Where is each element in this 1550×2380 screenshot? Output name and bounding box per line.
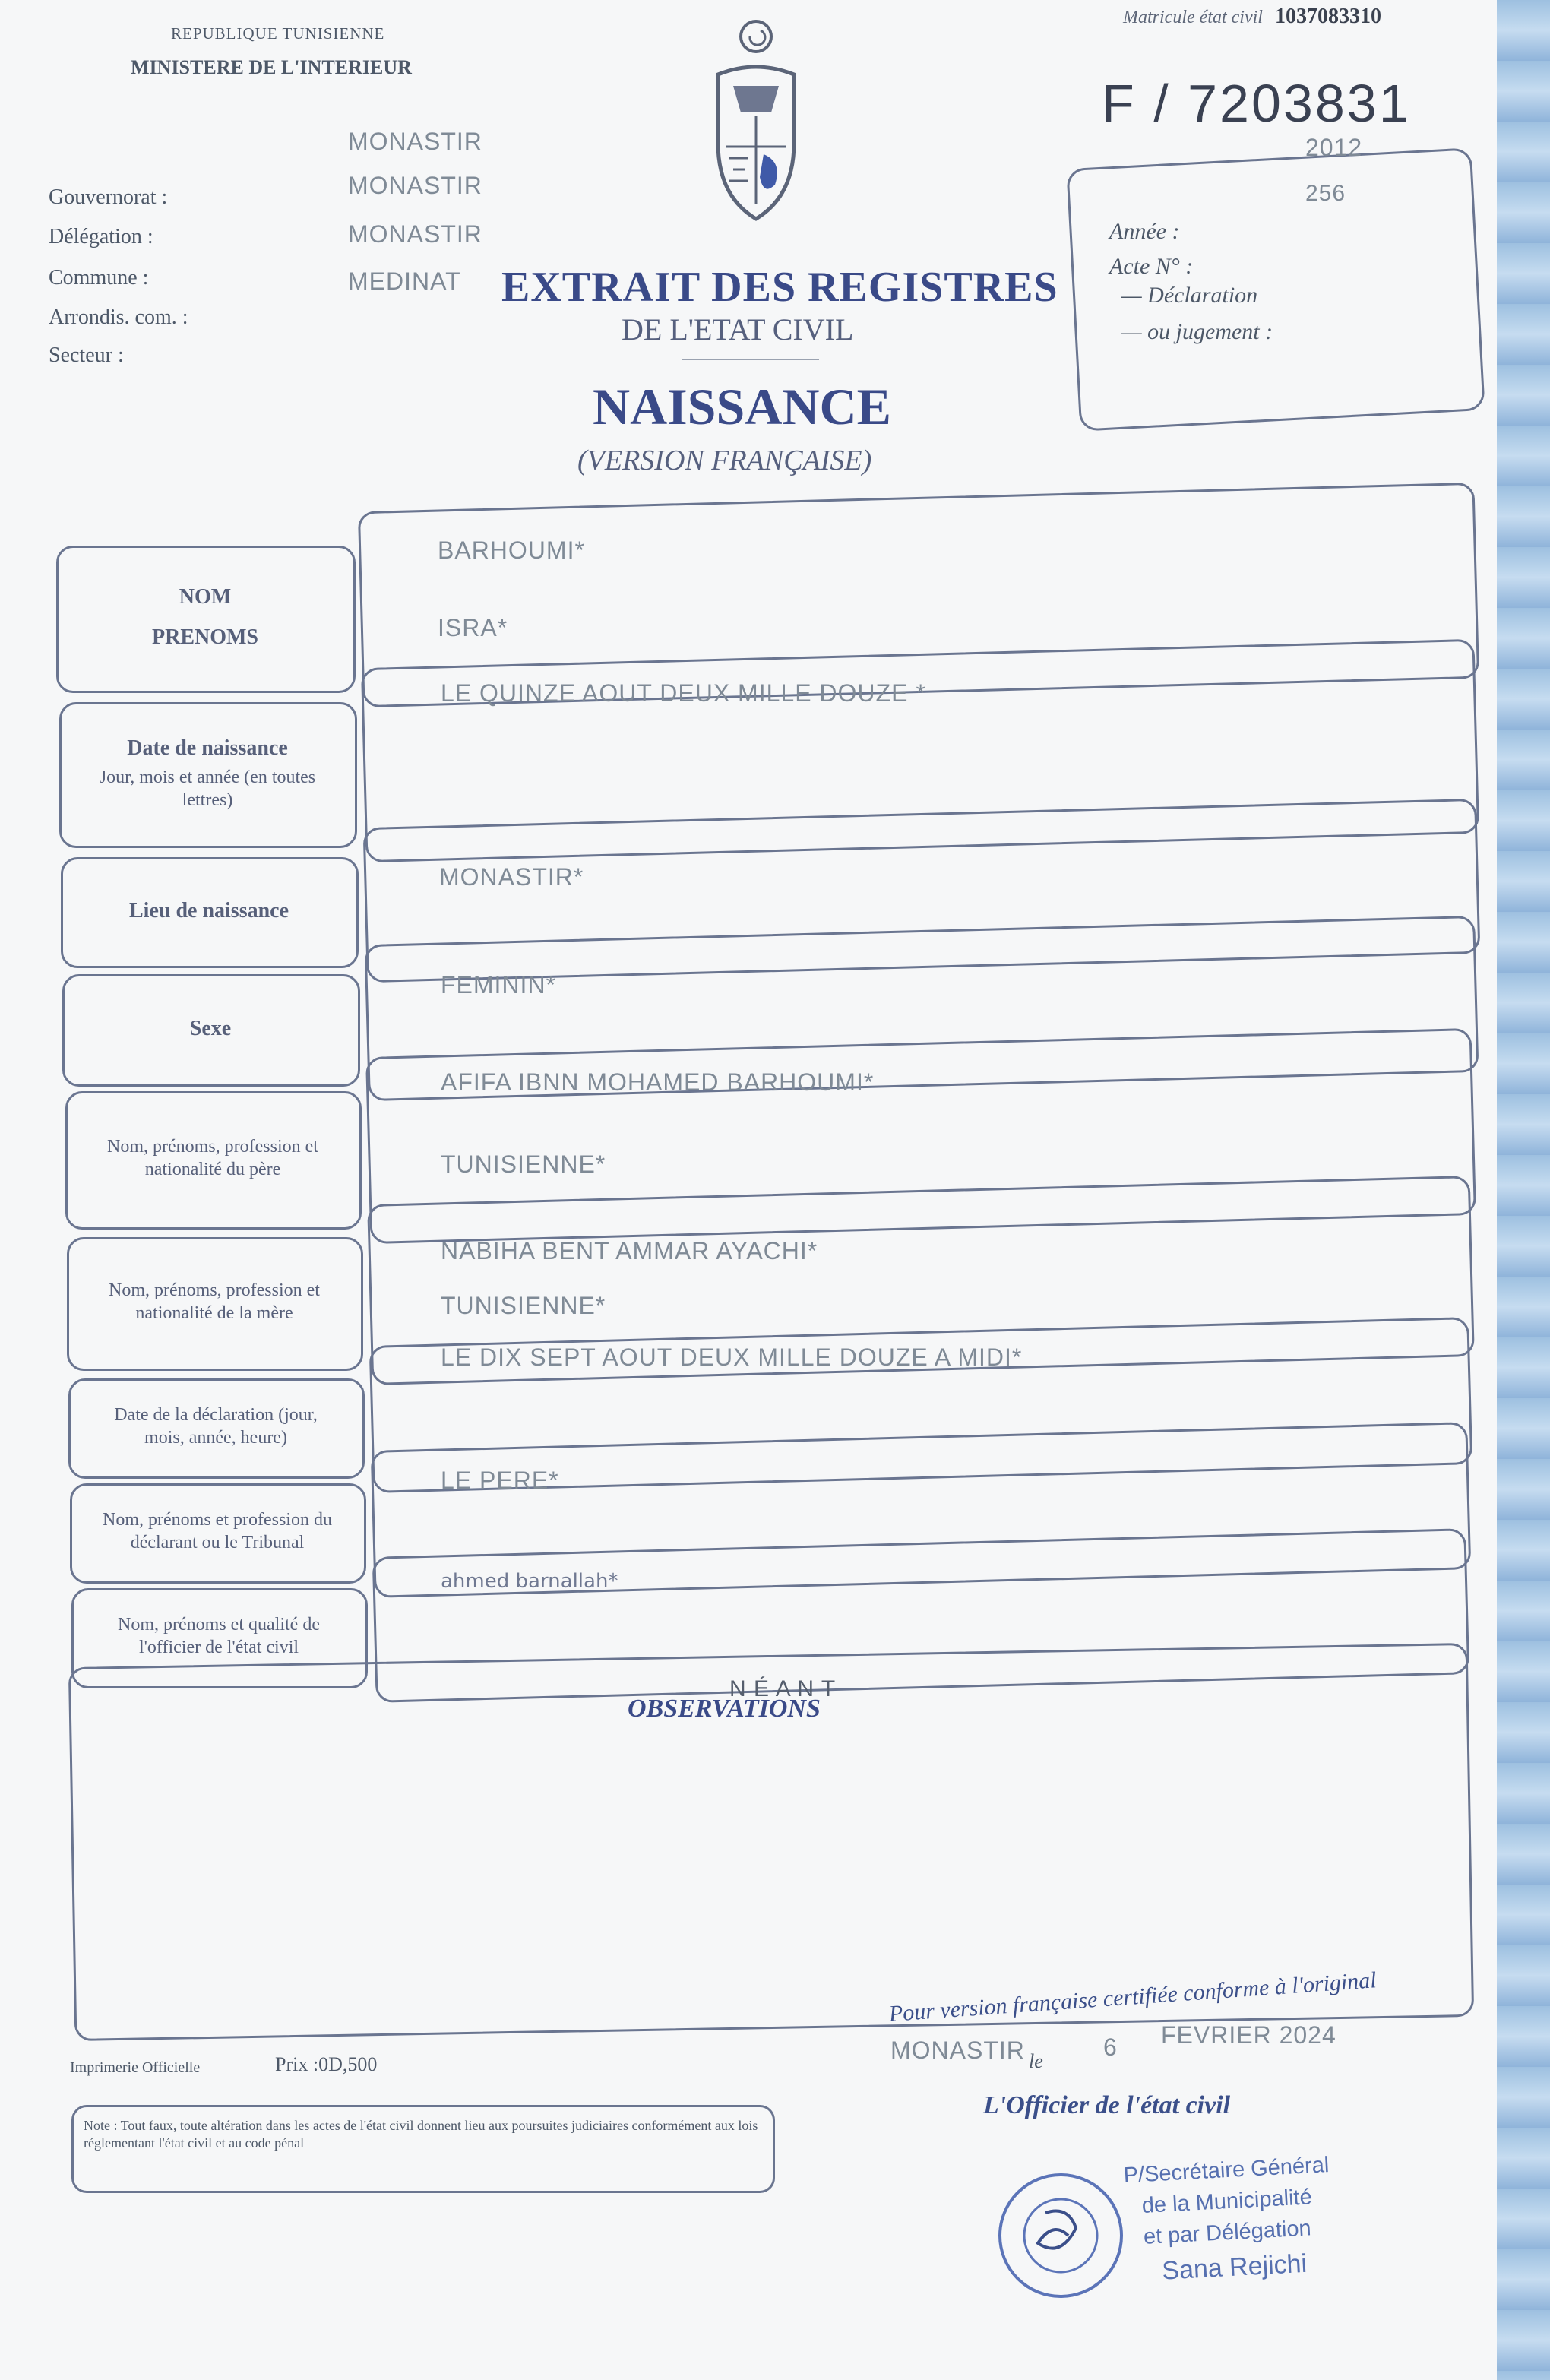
certified-date: FEVRIER 2024 — [1161, 2021, 1336, 2049]
ministry-label: MINISTERE DE L'INTERIEUR — [131, 56, 412, 78]
admin-label-secteur: Secteur : — [49, 343, 124, 367]
label-declarant: Nom, prénoms et profession du déclarant ou le Tribunal — [103, 1510, 332, 1552]
value-mere-nationalite: TUNISIENNE* — [441, 1292, 606, 1319]
label-declaration: Date de la déclaration (jour, mois, année, heure) — [114, 1405, 318, 1448]
admin-label-delegation: Délégation : — [49, 225, 153, 248]
value-officier: ahmed barnallah* — [441, 1570, 618, 1593]
value-pere-nom: AFIFA IBNN MOHAMED BARHOUMI* — [441, 1068, 875, 1096]
acte-label: Acte N° : — [1109, 254, 1194, 279]
row-label-nom — [61, 549, 350, 685]
certified-text: Pour version française certifiée conforme à l'original — [887, 1967, 1378, 2027]
paper-edge — [1497, 0, 1550, 2380]
note-text: Note : Tout faux, toute altération dans les actes de l'état civil donnent lieu aux poursuites judiciaires conformément aux lois réglementant l'état civil et au code pénal — [84, 2118, 758, 2151]
annee-label: Année : — [1109, 219, 1180, 244]
certified-day: 6 — [1103, 2033, 1118, 2061]
sig-line-3: et par Délégation — [1143, 2216, 1312, 2250]
prix-label: Prix :0D,500 — [275, 2053, 378, 2075]
value-date-naissance: LE QUINZE AOUT DEUX MILLE DOUZE * — [441, 679, 926, 707]
sig-line-4: Sana Rejichi — [1161, 2249, 1308, 2286]
label-date-naissance-sub: Jour, mois et année (en toutes lettres) — [99, 767, 316, 810]
municipal-seal-icon — [992, 2167, 1129, 2304]
imprimerie-label: Imprimerie Officielle — [70, 2059, 201, 2076]
registry-number: F / 7203831 — [1102, 74, 1411, 133]
acte-value: 256 — [1305, 181, 1346, 206]
label-nom: NOM — [179, 585, 232, 609]
label-lieu: Lieu de naissance — [128, 898, 289, 923]
title-line2: DE L'ETAT CIVIL — [622, 312, 854, 347]
label-mere: Nom, prénoms, profession et nationalité de la mère — [109, 1280, 320, 1323]
jugement-label: — ou jugement : — [1121, 319, 1273, 344]
row-label-declaration — [73, 1381, 359, 1471]
row-label-declarant — [74, 1486, 360, 1576]
admin-label-arrondissement: Arrondis. com. : — [49, 305, 188, 329]
matricule — [1123, 5, 1381, 29]
admin-value-gouvernorat: MONASTIR — [348, 172, 482, 199]
declaration-label: — Déclaration — [1121, 283, 1258, 308]
observations-label: OBSERVATIONS — [628, 1695, 821, 1723]
republic-label: REPUBLIQUE TUNISIENNE — [171, 24, 385, 43]
title-line1: EXTRAIT DES REGISTRES — [501, 264, 1058, 311]
coat-of-arms-icon — [688, 14, 824, 234]
value-pere-nationalite: TUNISIENNE* — [441, 1150, 606, 1178]
certified-le: le — [1029, 2050, 1043, 2072]
annee-value: 2012 — [1305, 134, 1363, 161]
signature-block — [1123, 2150, 1335, 2291]
label-prenoms: PRENOMS — [152, 625, 258, 649]
admin-label-commune: Commune : — [49, 266, 149, 290]
admin-value-commune: MEDINAT — [348, 267, 461, 295]
title-divider — [682, 359, 819, 360]
admin-value-header: MONASTIR — [348, 128, 482, 155]
row-label-lieu — [65, 860, 353, 961]
label-pere: Nom, prénoms, profession et nationalité du père — [107, 1137, 318, 1179]
value-lieu: MONASTIR* — [439, 863, 584, 891]
observations-stamp: N É A N T — [729, 1676, 837, 1701]
sig-line-2: de la Municipalité — [1141, 2185, 1313, 2219]
row-label-mere — [71, 1240, 357, 1363]
admin-value-delegation: MONASTIR — [348, 220, 482, 248]
officer-title: L'Officier de l'état civil — [983, 2091, 1231, 2119]
label-sexe: Sexe — [189, 1016, 232, 1040]
title-subtitle: (VERSION FRANÇAISE) — [577, 445, 872, 476]
row-label-date-naissance — [64, 705, 351, 840]
label-date-naissance: Date de naissance — [127, 736, 288, 760]
row-label-pere — [70, 1094, 356, 1222]
row-label-sexe — [67, 977, 354, 1079]
certified-place: MONASTIR — [890, 2037, 1025, 2064]
title-main: NAISSANCE — [593, 378, 891, 435]
value-declarant: LE PERE* — [441, 1467, 559, 1494]
matricule-label: Matricule état civil — [1123, 8, 1263, 27]
sig-line-1: P/Secrétaire Général — [1122, 2153, 1330, 2189]
value-declaration: LE DIX SEPT AOUT DEUX MILLE DOUZE A MIDI* — [441, 1343, 1023, 1371]
label-officier: Nom, prénoms et qualité de l'officier de l'état civil — [118, 1615, 320, 1657]
value-mere-nom: NABIHA BENT AMMAR AYACHI* — [441, 1237, 818, 1264]
value-sexe: FEMININ* — [441, 971, 556, 999]
value-prenoms: ISRA* — [438, 614, 508, 641]
matricule-value: 1037083310 — [1274, 5, 1381, 28]
value-nom: BARHOUMI* — [438, 536, 585, 564]
admin-label-gouvernorat: Gouvernorat : — [49, 185, 168, 209]
